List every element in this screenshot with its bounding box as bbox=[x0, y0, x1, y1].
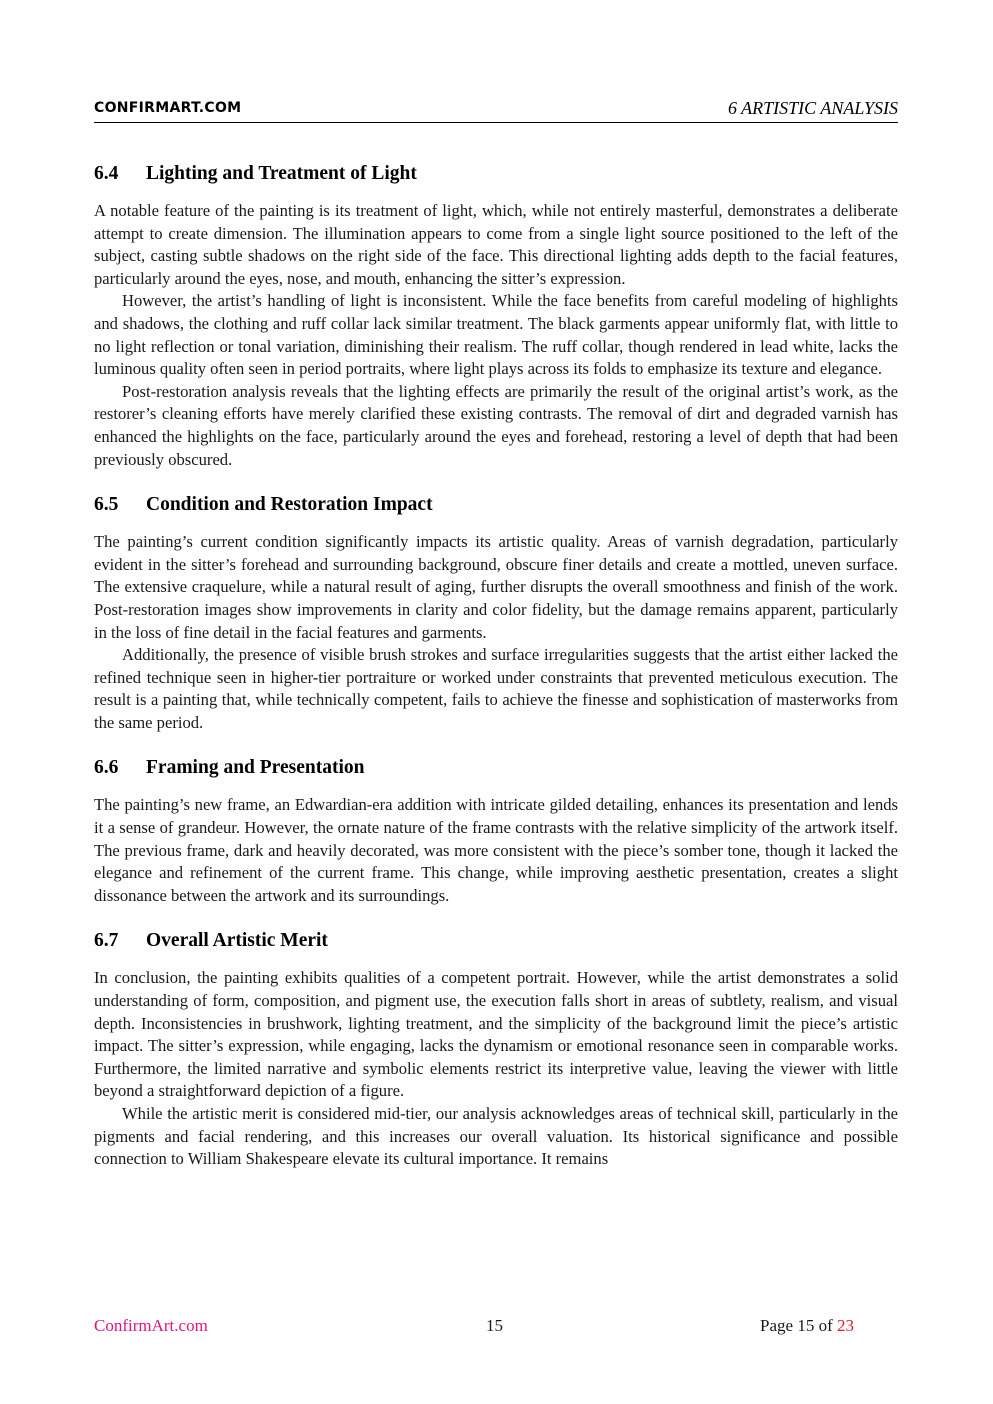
section-heading bbox=[94, 491, 898, 519]
footer-page-count bbox=[760, 1316, 854, 1336]
footer-page-number: 15 bbox=[486, 1316, 503, 1335]
paragraph: Additionally, the presence of visible brush strokes and surface irregularities suggests that the artist either lacked the refined technique seen in higher-tier portraiture or worked under constraints that prevented meticulous execution. The result is a painting that, while technically competent, fails to achieve the finesse and sophistication of masterworks from the same period. bbox=[94, 645, 898, 732]
section-heading bbox=[94, 754, 898, 782]
paragraph: While the artistic merit is considered mid-tier, our analysis acknowledges areas of technical skill, particularly in the pigments and facial rendering, and this increases our overall valuation. Its historical significance and possible connection to William Shakespeare elevate its cultural importance. It remains bbox=[94, 1104, 898, 1169]
section-lighting bbox=[94, 160, 898, 471]
section-title: Condition and Restoration Impact bbox=[146, 494, 433, 516]
section-title: Framing and Presentation bbox=[146, 757, 365, 779]
section-title: Overall Artistic Merit bbox=[146, 930, 328, 952]
page-header bbox=[94, 98, 898, 123]
section-number: 6.7 bbox=[94, 930, 119, 952]
footer-site-link[interactable]: ConfirmArt.com bbox=[94, 1316, 208, 1335]
section-heading bbox=[94, 927, 898, 955]
paragraph: The painting’s current condition significantly impacts its artistic quality. Areas of varnish degradation, particularly evident in the sitter’s forehead and surrounding background, obscure finer details and create a mottled, uneven surface. The extensive craquelure, while a natural result of aging, further disrupts the overall smoothness and finish of the work. Post-restoration images show improvements in clarity and color fidelity, but the damage remains apparent, particularly in the loss of fine detail in the facial features and garments. bbox=[94, 532, 898, 642]
page-footer bbox=[94, 1316, 854, 1338]
section-merit bbox=[94, 927, 898, 1170]
running-head: 6 ARTISTIC ANALYSIS bbox=[727, 98, 898, 118]
paragraph: A notable feature of the painting is its treatment of light, which, while not entirely masterful, demonstrates a deliberate attempt to create dimension. The illumination appears to come from a single light source positioned to the left of the subject, casting subtle shadows on the right side of the face. This directional lighting adds depth to the facial features, particularly around the eyes, nose, and mouth, enhancing the sitter’s expression. bbox=[94, 201, 898, 288]
section-number: 6.4 bbox=[94, 163, 119, 184]
paragraph: However, the artist’s handling of light is inconsistent. While the face benefits from careful modeling of highlights and shadows, the clothing and ruff collar lack similar treatment. The black garments appear uniformly flat, with little to no light reflection or tonal variation, diminishing their realism. The ruff collar, though rendered in lead white, lacks the luminous quality often seen in period portraits, where light plays across its folds to emphasize its texture and elegance. bbox=[94, 291, 898, 379]
page-content bbox=[94, 160, 898, 1191]
confirmart-logo: CONFIRMART.COM bbox=[94, 100, 242, 116]
page-total-link[interactable]: 23 bbox=[837, 1316, 854, 1335]
section-number: 6.5 bbox=[94, 494, 119, 516]
section-framing bbox=[94, 754, 898, 907]
section-title: Lighting and Treatment of Light bbox=[146, 163, 417, 184]
section-condition bbox=[94, 491, 898, 734]
section-heading bbox=[94, 160, 898, 188]
paragraph: The painting’s new frame, an Edwardian-era addition with intricate gilded detailing, enhances its presentation and lends it a sense of grandeur. However, the ornate nature of the frame contrasts with the relative simplicity of the artwork itself. The previous frame, dark and heavily decorated, was more consistent with the piece’s somber tone, though it lacked the elegance and refinement of the current frame. This change, while improving aesthetic presentation, creates a slight dissonance between the artwork and its surroundings. bbox=[94, 795, 898, 905]
paragraph: Post-restoration analysis reveals that the lighting effects are primarily the result of the original artist’s work, as the restorer’s cleaning efforts have merely clarified these existing contrasts. The removal of dirt and degraded varnish has enhanced the highlights on the face, particularly around the eyes and forehead, restoring a level of depth that had been previously obscured. bbox=[94, 381, 898, 469]
section-number: 6.6 bbox=[94, 757, 119, 779]
page-count-prefix: Page 15 of bbox=[760, 1316, 837, 1335]
paragraph: In conclusion, the painting exhibits qualities of a competent portrait. However, while the artist demonstrates a solid understanding of form, composition, and pigment use, the execution falls short in areas of subtlety, realism, and visual depth. Inconsistencies in brushwork, lighting treatment, and the simplicity of the background limit the piece’s artistic impact. The sitter’s expression, while engaging, lacks the dynamism or emotional resonance seen in comparable works. Furthermore, the limited narrative and symbolic elements restrict its interpretive value, leaving the viewer with little beyond a straightforward depiction of a figure. bbox=[94, 968, 898, 1101]
